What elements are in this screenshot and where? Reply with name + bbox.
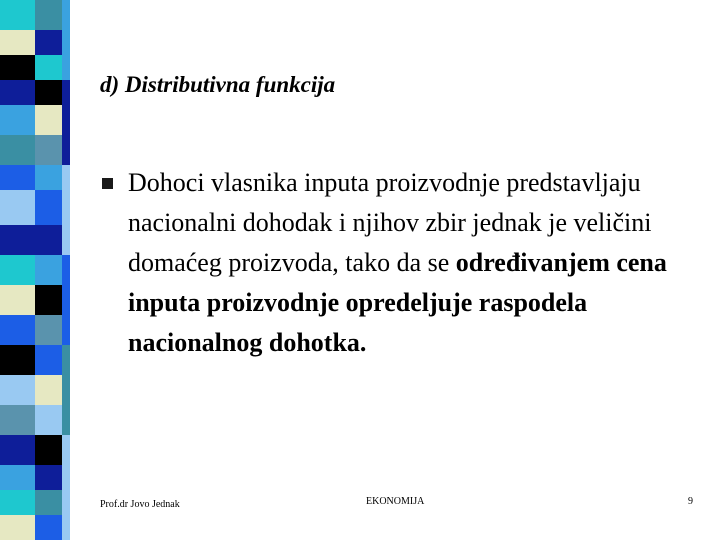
stripe-block	[0, 165, 35, 190]
stripe-block	[35, 135, 62, 165]
stripe-block	[0, 375, 35, 405]
stripe-block	[35, 55, 62, 80]
stripe-block	[62, 345, 70, 435]
stripe-block	[0, 55, 35, 80]
stripe-block	[0, 255, 35, 285]
stripe-block	[0, 80, 35, 105]
stripe-block	[35, 375, 62, 405]
stripe-block	[35, 105, 62, 135]
stripe-block	[62, 0, 70, 80]
stripe-block	[62, 80, 70, 165]
stripe-block	[62, 255, 70, 345]
stripe-block	[35, 165, 62, 190]
stripe-block	[0, 315, 35, 345]
slide-title: d) Distributivna funkcija	[100, 72, 336, 97]
stripe-block	[0, 405, 35, 435]
stripe-block	[35, 465, 62, 490]
stripe-block	[0, 30, 35, 55]
stripe-block	[35, 30, 62, 55]
bullet-text	[128, 163, 698, 363]
stripe-block	[0, 435, 35, 465]
stripe-block	[62, 165, 70, 255]
bullet-text-regular: Dohoci vlasnika inputa proizvodnje predstavljaju nacionalni dohodak i njihov zbir jednak je veličini domaćeg proizvoda, tako da se	[128, 168, 652, 277]
stripe-block	[0, 515, 35, 540]
square-bullet-icon	[102, 178, 113, 189]
stripe-block	[35, 405, 62, 435]
stripe-block	[35, 315, 62, 345]
stripe-block	[0, 490, 35, 515]
stripe-block	[35, 80, 62, 105]
footer-author: Prof.dr Jovo Jednak	[100, 499, 180, 510]
stripe-block	[35, 0, 62, 30]
stripe-block	[35, 285, 62, 315]
bullet-text-bold: određivanjem cena inputa proizvodnje opredeljuje raspodela nacionalnog dohotka.	[128, 248, 667, 357]
stripe-block	[0, 0, 35, 30]
stripe-block	[35, 345, 62, 375]
stripe-block	[0, 285, 35, 315]
stripe-block	[35, 515, 62, 540]
stripe-block	[62, 435, 70, 540]
stripe-block	[0, 135, 35, 165]
stripe-block	[35, 435, 62, 465]
stripe-block	[0, 225, 35, 255]
stripe-block	[0, 190, 35, 225]
stripe-block	[35, 190, 62, 225]
footer-subject: EKONOMIJA	[366, 496, 425, 507]
stripe-block	[0, 465, 35, 490]
stripe-block	[35, 225, 62, 255]
stripe-block	[35, 255, 62, 285]
stripe-block	[0, 105, 35, 135]
stripe-block	[0, 345, 35, 375]
page-number: 9	[688, 496, 693, 507]
decorative-stripe	[0, 0, 80, 540]
stripe-block	[35, 490, 62, 515]
